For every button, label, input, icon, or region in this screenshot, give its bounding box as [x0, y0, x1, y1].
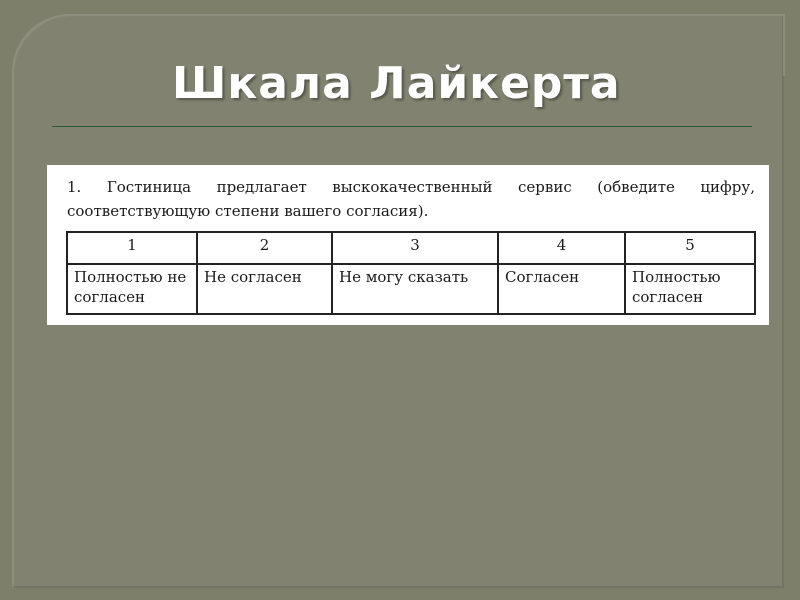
scale-label: Согласен	[498, 264, 625, 314]
scale-numbers-row	[67, 232, 755, 264]
scale-number: 2	[197, 232, 332, 264]
scale-number: 3	[332, 232, 498, 264]
likert-scale-table	[66, 231, 756, 315]
scale-label: Полностью не согласен	[67, 264, 197, 314]
scale-labels-row	[67, 264, 755, 314]
scale-label: Не могу сказать	[332, 264, 498, 314]
title-divider	[52, 126, 752, 127]
scale-label: Полностью согласен	[625, 264, 755, 314]
scale-number: 1	[67, 232, 197, 264]
question-image	[47, 165, 769, 325]
question-text: 1. Гостиница предлагает выскокачественный сервис (обведите цифру, соответствующую степени вашего согласия).	[67, 178, 755, 220]
scale-number: 5	[625, 232, 755, 264]
slide-title: Шкала Лайкерта	[172, 58, 621, 109]
scale-number: 4	[498, 232, 625, 264]
scale-label: Не согласен	[197, 264, 332, 314]
frame-corner-decoration	[723, 14, 785, 76]
